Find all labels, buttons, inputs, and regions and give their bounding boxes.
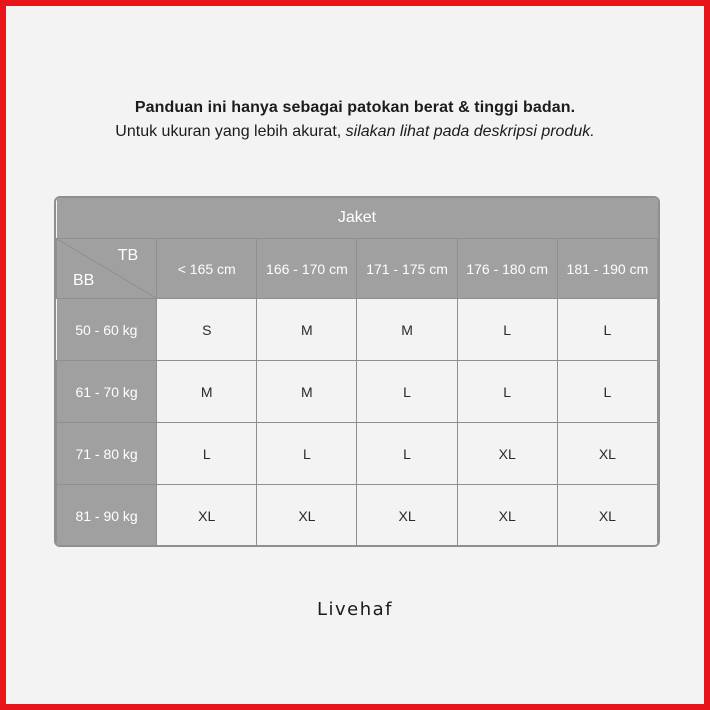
size-cell: L — [357, 361, 457, 423]
size-cell: M — [157, 361, 257, 423]
row-header: 50 - 60 kg — [57, 299, 157, 361]
corner-label-height: TB — [117, 247, 139, 264]
row-header: 61 - 70 kg — [57, 361, 157, 423]
table-title: Jaket — [57, 198, 658, 239]
table-corner-cell — [57, 239, 157, 299]
heading-line-2-plain: Untuk ukuran yang lebih akurat, — [115, 123, 346, 140]
size-cell: L — [557, 361, 657, 423]
size-cell: L — [157, 423, 257, 485]
size-cell: M — [357, 299, 457, 361]
size-cell: M — [257, 361, 357, 423]
size-cell: XL — [557, 423, 657, 485]
table-row — [57, 423, 658, 485]
row-header: 81 - 90 kg — [57, 485, 157, 547]
heading-line-2-italic: silakan lihat pada deskripsi produk. — [345, 123, 595, 140]
column-header: 166 - 170 cm — [257, 239, 357, 299]
column-header: 176 - 180 cm — [457, 239, 557, 299]
size-cell: L — [457, 361, 557, 423]
size-chart-table — [54, 196, 660, 547]
table-row — [57, 299, 658, 361]
column-header: < 165 cm — [157, 239, 257, 299]
heading-line-2 — [6, 120, 704, 144]
size-cell: L — [357, 423, 457, 485]
corner-label-weight: BB — [73, 272, 95, 289]
size-cell: XL — [457, 485, 557, 547]
size-cell: XL — [357, 485, 457, 547]
size-cell: L — [257, 423, 357, 485]
brand-logo: Livehaf — [316, 599, 394, 620]
size-guide-heading — [6, 96, 704, 144]
row-header: 71 - 80 kg — [57, 423, 157, 485]
size-cell: L — [457, 299, 557, 361]
size-cell: XL — [157, 485, 257, 547]
diagonal-divider — [57, 239, 156, 298]
size-cell: L — [557, 299, 657, 361]
column-header: 181 - 190 cm — [557, 239, 657, 299]
column-header: 171 - 175 cm — [357, 239, 457, 299]
size-cell: S — [157, 299, 257, 361]
table-row — [57, 485, 658, 547]
size-cell: XL — [257, 485, 357, 547]
heading-line-1: Panduan ini hanya sebagai patokan berat & tinggi badan. — [134, 99, 576, 116]
table-row — [57, 361, 658, 423]
size-cell: XL — [557, 485, 657, 547]
size-cell: XL — [457, 423, 557, 485]
size-cell: M — [257, 299, 357, 361]
